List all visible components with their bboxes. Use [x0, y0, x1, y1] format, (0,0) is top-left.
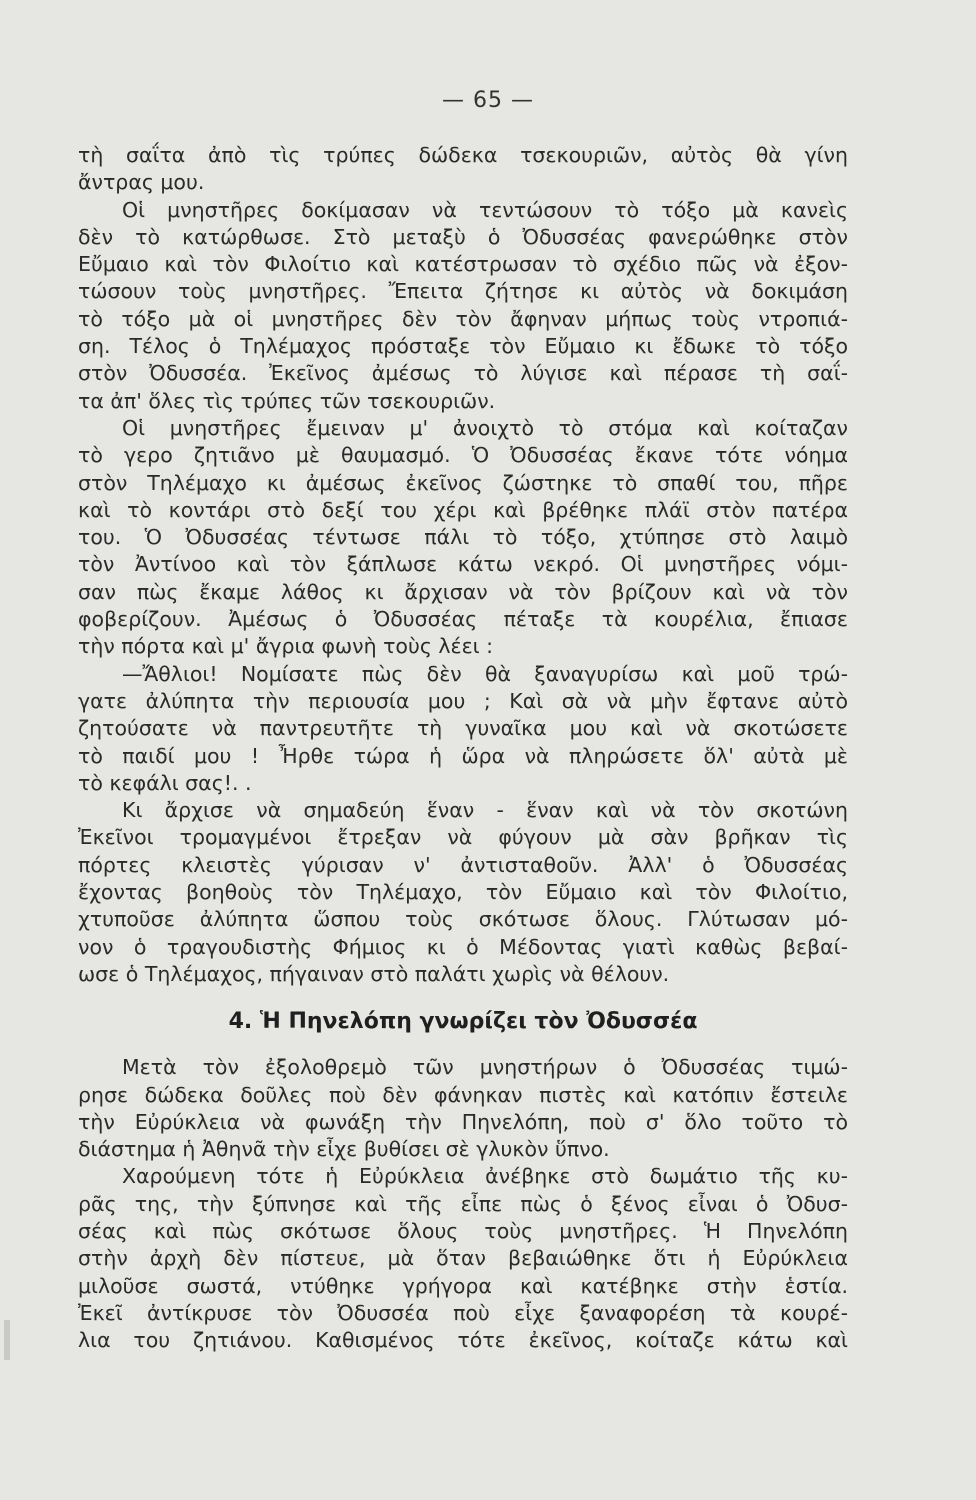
- text-line: ζητούσατε νὰ παντρευτῆτε τὴ γυναῖκα μου καὶ νὰ σκοτώσετε: [78, 716, 848, 741]
- text-line: Εὔμαιο καὶ τὸν Φιλοίτιο καὶ κατέστρωσαν τὸ σχέδιο πῶς νὰ ἐξον-: [78, 252, 848, 277]
- text-line: ρᾶς της, τὴν ξύπνησε καὶ τῆς εἶπε πὼς ὁ ξένος εἶναι ὁ Ὀδυσ-: [78, 1191, 848, 1216]
- text-line: στὸν Τηλέμαχο κι ἀμέσως ἐκεῖνος ζώστηκε τὸ σπαθί του, πῆρε: [78, 470, 848, 495]
- text-line: γατε ἀλύπητα τὴν περιουσία μου ; Καὶ σὰ νὰ μὴν ἔφτανε αὐτὸ: [78, 688, 848, 713]
- text-line: πόρτες κλειστὲς γύρισαν ν' ἀντισταθοῦν. Ἀλλ' ὁ Ὀδυσσέας: [78, 852, 848, 877]
- text-line: καὶ τὸ κοντάρι στὸ δεξί του χέρι καὶ βρέθηκε πλάϊ στὸν πατέρα: [78, 497, 848, 522]
- text-line: τώσουν τοὺς μνηστῆρες. Ἔπειτα ζήτησε κι αὐτὸς νὰ δοκιμάση: [78, 279, 848, 304]
- text-line: στὴν ἀρχὴ δὲν πίστευε, μὰ ὅταν βεβαιώθηκε ὅτι ἡ Εὐρύκλεια: [78, 1246, 848, 1271]
- text-line: ρησε δώδεκα δοῦλες ποὺ δὲν φάνηκαν πιστὲς καὶ κατόπιν ἔστειλε: [78, 1082, 848, 1107]
- text-line: Οἱ μνηστῆρες δοκίμασαν νὰ τεντώσουν τὸ τόξο μὰ κανεὶς: [122, 197, 848, 222]
- text-line: —Ἄθλιοι! Νομίσατε πὼς δὲν θὰ ξαναγυρίσω καὶ μοῦ τρώ-: [122, 661, 848, 686]
- text-line: μιλοῦσε σωστά, ντύθηκε γρήγορα καὶ κατέβηκε στὴν ἑστία.: [78, 1273, 848, 1298]
- text-line: Χαρούμενη τότε ἡ Εὐρύκλεια ἀνέβηκε στὸ δωμάτιο τῆς κυ-: [122, 1164, 848, 1189]
- section-one: [78, 142, 848, 988]
- text-line: Οἱ μνηστῆρες ἔμειναν μ' ἀνοιχτὸ τὸ στόμα καὶ κοίταζαν: [122, 415, 848, 440]
- text-line: τὴ σαΐτα ἀπὸ τὶς τρύπες δώδεκα τσεκουριῶν, αὐτὸς θὰ γίνη: [78, 143, 848, 167]
- page-number: — 65 —: [442, 88, 534, 113]
- text-line: στὸν Ὀδυσσέα. Ἐκεῖνος ἀμέσως τὸ λύγισε καὶ πέρασε τὴ σαΐ-: [78, 361, 848, 386]
- text-line: λια του ζητιάνου. Καθισμένος τότε ἐκεῖνος, κοίταζε κάτω καὶ: [78, 1328, 848, 1353]
- text-line: ἔχοντας βοηθοὺς τὸν Τηλέμαχο, τὸν Εὔμαιο καὶ τὸν Φιλοίτιο,: [78, 880, 848, 905]
- text-line: διάστημα ἡ Ἀθηνᾶ τὴν εἶχε βυθίσει σὲ γλυκὸν ὕπνο.: [78, 1137, 610, 1162]
- text-line: τὸ κεφάλι σας!. .: [78, 770, 252, 795]
- text-line: σέας καὶ πὼς σκότωσε ὅλους τοὺς μνηστῆρες. Ἡ Πηνελόπη: [78, 1218, 848, 1243]
- text-line: τὸν Ἀντίνοο καὶ τὸν ξάπλωσε κάτω νεκρό. Οἱ μνηστῆρες νόμι-: [78, 552, 848, 577]
- text-line: τὸ τόξο μὰ οἱ μνηστῆρες δὲν τὸν ἄφηναν μήπως τοὺς ντροπιά-: [78, 306, 848, 331]
- text-line: χτυποῦσε ἀλύπητα ὥσπου τοὺς σκότωσε ὅλους. Γλύτωσαν μό-: [78, 907, 848, 932]
- text-line: Ἐκεῖνοι τρομαγμένοι ἔτρεξαν νὰ φύγουν μὰ σὰν βρῆκαν τὶς: [78, 825, 848, 850]
- text-line: δὲν τὸ κατώρθωσε. Στὸ μεταξὺ ὁ Ὀδυσσέας φανερώθηκε στὸν: [78, 224, 848, 249]
- section-heading: 4. Ἡ Πηνελόπη γνωρίζει τὸν Ὀδυσσέα: [228, 1009, 698, 1035]
- text-line: του. Ὁ Ὀδυσσέας τέντωσε πάλι τὸ τόξο, χτύπησε στὸ λαιμὸ: [78, 525, 848, 550]
- text-line: τὸ παιδί μου ! Ἦρθε τώρα ἡ ὥρα νὰ πληρώσετε ὅλ' αὐτὰ μὲ: [78, 743, 848, 768]
- text-line: φοβερίζουν. Ἀμέσως ὁ Ὀδυσσέας πέταξε τὰ κουρέλια, ἔπιασε: [78, 607, 848, 632]
- text-line: ση. Τέλος ὁ Τηλέμαχος πρόσταξε τὸν Εὔμαιο κι ἔδωκε τὸ τόξο: [78, 334, 848, 359]
- text-line: τὴν Εὐρύκλεια νὰ φωνάξη τὴν Πηνελόπη, ποὺ σ' ὅλο τοῦτο τὸ: [78, 1109, 848, 1134]
- section-two: [78, 1054, 848, 1354]
- body-text: [78, 142, 848, 1354]
- text-line: τὴν πόρτα καὶ μ' ἄγρια φωνὴ τοὺς λέει :: [78, 634, 494, 659]
- text-line: τα ἀπ' ὅλες τὶς τρύπες τῶν τσεκουριῶν.: [78, 388, 496, 413]
- text-line: ωσε ὁ Τηλέμαχος, πήγαιναν στὸ παλάτι χωρὶς νὰ θέλουν.: [78, 961, 670, 986]
- text-line: ἄντρας μου.: [78, 170, 205, 195]
- text-line: Κι ἄρχισε νὰ σημαδεύη ἕναν - ἕναν καὶ νὰ τὸν σκοτώνη: [122, 798, 848, 823]
- text-line: σαν πὼς ἔκαμε λάθος κι ἄρχισαν νὰ τὸν βρίζουν καὶ νὰ τὸν: [78, 579, 848, 604]
- page-edge-mark: [4, 1320, 10, 1360]
- text-line: τὸ γερο ζητιᾶνο μὲ θαυμασμό. Ὁ Ὀδυσσέας ἔκανε τότε νόημα: [78, 443, 848, 468]
- text-line: Ἐκεῖ ἀντίκρυσε τὸν Ὀδυσσέα ποὺ εἶχε ξαναφορέση τὰ κουρέ-: [78, 1300, 848, 1325]
- text-line: νον ὁ τραγουδιστὴς Φήμιος κι ὁ Μέδοντας γιατὶ καθὼς βεβαί-: [78, 934, 848, 959]
- text-line: Μετὰ τὸν ἐξολοθρεμὸ τῶν μνηστήρων ὁ Ὀδυσσέας τιμώ-: [122, 1055, 848, 1080]
